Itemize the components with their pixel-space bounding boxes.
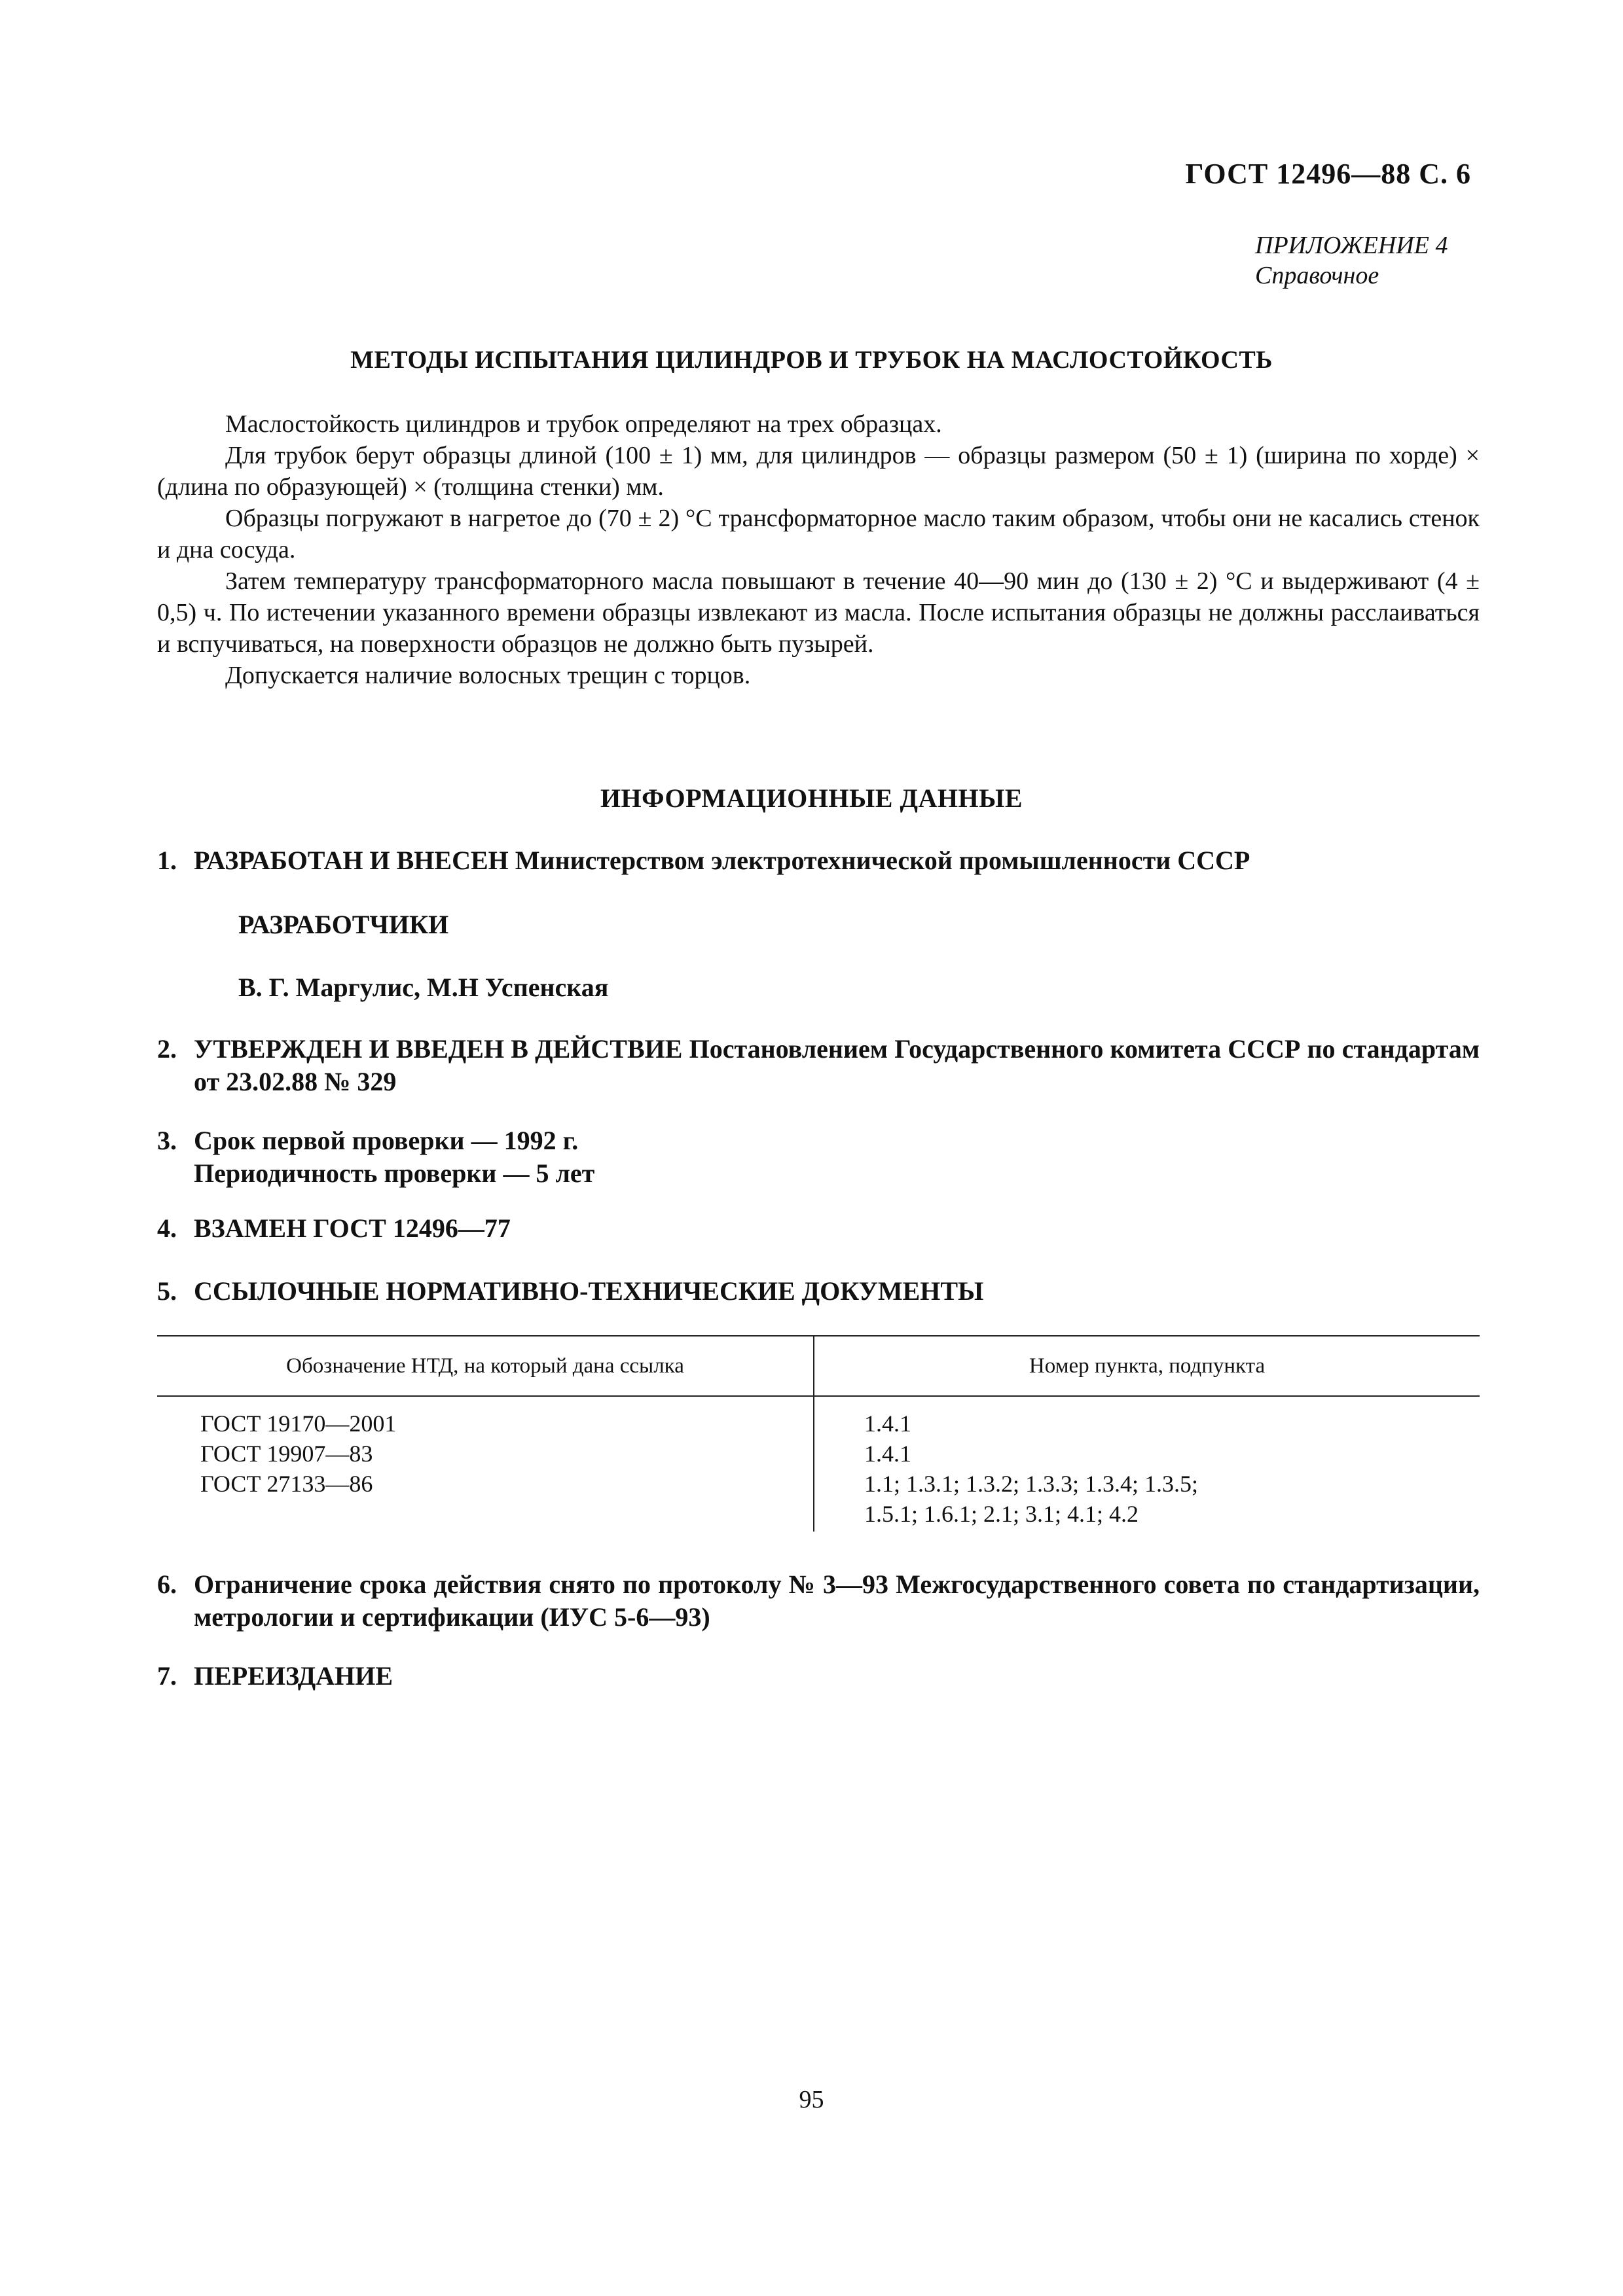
info-item-text: ССЫЛОЧНЫЕ НОРМАТИВНО-ТЕХНИЧЕСКИЕ ДОКУМЕНТЫ (194, 1276, 984, 1306)
info-item-3 (157, 1124, 1480, 1190)
info-item-number: 6. (157, 1570, 177, 1599)
info-title: ИНФОРМАЦИОННЫЕ ДАННЫЕ (600, 783, 1023, 813)
info-item-6 (157, 1568, 1480, 1634)
info-item-text: УТВЕРЖДЕН И ВВЕДЕН В ДЕЙСТВИЕ Постановлением Государственного комитета СССР по стандартам от 23.02.88 № 329 (194, 1034, 1480, 1096)
page-number: 95 (799, 2086, 824, 2113)
info-item-number: 5. (157, 1276, 177, 1306)
info-item-text: ВЗАМЕН ГОСТ 12496—77 (194, 1213, 511, 1243)
info-item-number: 2. (157, 1034, 177, 1064)
info-item-7 (157, 1660, 1480, 1693)
check-period-line: Периодичность проверки — 5 лет (194, 1158, 595, 1188)
methods-paragraph: Образцы погружают в нагретое до (70 ± 2) °С трансформаторное масло таким образом, чтобы они не касались стенок и дна сосуда. (157, 505, 1480, 564)
table-cell: 1.4.1 (864, 1441, 911, 1467)
info-item-2 (157, 1033, 1480, 1098)
info-item-1 (157, 844, 1480, 877)
info-item-text: Ограничение срока действия снято по протоколу № 3—93 Межгосударственного совета по стандартизации, метрологии и сертификации (ИУС 5-6—93) (194, 1570, 1480, 1632)
developers-names: В. Г. Маргулис, М.Н Успенская (238, 973, 609, 1002)
table-column-designation (200, 1408, 790, 1499)
table-cell: ГОСТ 27133—86 (200, 1471, 373, 1497)
info-item-5 (157, 1275, 1480, 1308)
methods-paragraph: Маслостойкость цилиндров и трубок определяют на трех образцах. (225, 410, 942, 438)
table-cell: 1.4.1 (864, 1410, 911, 1437)
table-header-rule (157, 1395, 1480, 1397)
methods-paragraph: Затем температуру трансформаторного масла повышают в течение 40—90 мин до (130 ± 2) °С и выдерживают (4 ± 0,5) ч. По истечении указанного времени образцы извлекают из масла. После испытания образцы не должны расслаиваться и вспучиваться, на поверхности образцов не должно быть пузырей. (157, 567, 1480, 658)
methods-paragraph: Допускается наличие волосных трещин с торцов. (225, 662, 751, 689)
info-item-4 (157, 1212, 1480, 1245)
methods-title: МЕТОДЫ ИСПЫТАНИЯ ЦИЛИНДРОВ И ТРУБОК НА МАСЛОСТОЙКОСТЬ (350, 346, 1273, 374)
info-item-number: 7. (157, 1661, 177, 1691)
methods-paragraph: Для трубок берут образцы длиной (100 ± 1) мм, для цилиндров — образцы размером (50 ± 1) (ширина по хорде) × (длина по образующей) × (толщина стенки) мм. (157, 442, 1480, 501)
info-item-text: РАЗРАБОТАН И ВНЕСЕН Министерством электротехнической промышленности СССР (194, 846, 1250, 875)
table-cell: 1.1; 1.3.1; 1.3.2; 1.3.3; 1.3.4; 1.3.5; (864, 1471, 1199, 1497)
table-header-designation: Обозначение НТД, на который дана ссылка (286, 1354, 684, 1378)
info-item-number: 3. (157, 1126, 177, 1155)
info-item-text (194, 1124, 1480, 1190)
developers-label: РАЗРАБОТЧИКИ (238, 910, 449, 939)
table-cell: ГОСТ 19170—2001 (200, 1410, 397, 1437)
table-cell: 1.5.1; 1.6.1; 2.1; 3.1; 4.1; 4.2 (864, 1501, 1139, 1527)
table-cell: ГОСТ 19907—83 (200, 1441, 373, 1467)
info-item-number: 4. (157, 1213, 177, 1243)
table-top-rule (157, 1335, 1480, 1336)
first-check-line: Срок первой проверки — 1992 г. (194, 1126, 579, 1155)
document-code: ГОСТ 12496—88 С. 6 (1185, 158, 1471, 190)
appendix-label: ПРИЛОЖЕНИЕ 4 (1255, 232, 1448, 259)
info-item-number: 1. (157, 846, 177, 875)
table-column-clause (864, 1408, 1453, 1529)
appendix-kind: Справочное (1255, 262, 1379, 289)
info-item-text: ПЕРЕИЗДАНИЕ (194, 1661, 393, 1691)
table-header-clause: Номер пункта, подпункта (1029, 1354, 1266, 1378)
